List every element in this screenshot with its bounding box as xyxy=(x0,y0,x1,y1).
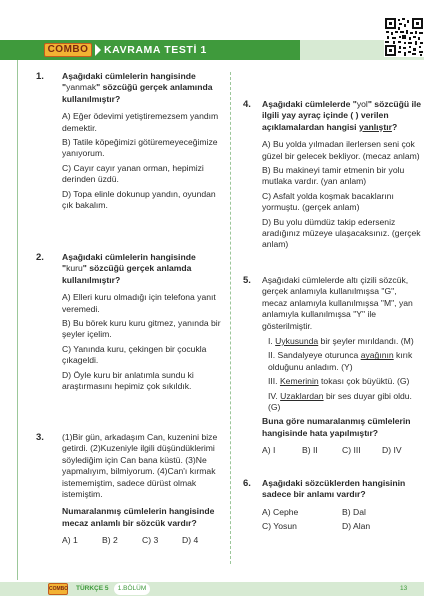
qr-code-icon[interactable] xyxy=(384,17,424,57)
column-divider xyxy=(230,72,231,564)
test-title: KAVRAMA TESTİ 1 xyxy=(104,44,207,56)
question-number: 6. xyxy=(243,478,251,489)
question-stem: Numaralanmış cümlelerin hangisinde mecaz anlamlı bir sözcük vardır? xyxy=(62,506,215,528)
question-1 xyxy=(62,71,222,211)
question-number: 1. xyxy=(36,71,44,82)
option-a[interactable]: A) Cephe xyxy=(262,506,299,517)
question-stem: Aşağıdaki cümlelerde "yol" sözcüğü ile ilgili yay ayraç içinde ( ) verilen açıklamalardan hangisi yanlıştır? xyxy=(262,99,422,132)
question-6 xyxy=(262,478,422,533)
option-c[interactable]: C) Cayır cayır yanan orman, hepimizi derinden üzdü. xyxy=(62,162,204,185)
option-d[interactable]: D) Öyle kuru bir anlatımla sundu ki araştırmasını hepimiz çok sıkıldık. xyxy=(62,369,194,392)
option-b[interactable]: B) Bu börek kuru kuru gitmez, yanında bir şeyler içelim. xyxy=(62,318,221,340)
question-stem: Buna göre numaralanmış cümlelerin hangisinde hata yapılmıştır? xyxy=(262,416,411,438)
footer-combo-logo: COMBO xyxy=(48,583,68,595)
question-number: 5. xyxy=(243,275,251,286)
option-a[interactable]: A) Bu yolda yılmadan ilerlersen seni çok güzel bir gelecek bekliyor. (mecaz anlam) xyxy=(262,139,420,161)
option-d[interactable]: D) Bu yolu dümdüz takip ederseniz aradığınız müzeye ulaşacaksınız. (gerçek anlam) xyxy=(262,216,421,250)
header-arrow-icon xyxy=(95,44,101,56)
option-d[interactable]: D) 4 xyxy=(182,535,199,546)
option-a[interactable]: A) 1 xyxy=(62,535,78,546)
question-3 xyxy=(62,432,222,547)
question-number: 3. xyxy=(36,432,44,443)
footer-subject: TÜRKÇE 5 xyxy=(76,585,109,592)
option-a[interactable]: A) I xyxy=(262,445,276,456)
question-2 xyxy=(62,252,222,392)
option-b[interactable]: B) 2 xyxy=(102,535,118,546)
footer-section: 1.BÖLÜM xyxy=(114,583,150,595)
option-a[interactable]: A) Eğer ödevimi yetiştiremezsem yandım demektir. xyxy=(62,111,219,133)
option-b[interactable]: B) Tatile köpeğimizi götüremeyeceğimize yanıyorum. xyxy=(62,137,218,159)
combo-logo: COMBO xyxy=(44,43,92,57)
option-d[interactable]: D) Topa elinle dokunup yandın, oyundan çık bakalım. xyxy=(62,188,216,211)
option-c[interactable]: C) Yosun xyxy=(262,521,297,532)
option-b[interactable]: B) Bu makineyi tamir etmenin bir yolu mutlaka vardır. (yan anlam) xyxy=(262,165,405,187)
question-number: 4. xyxy=(243,99,251,110)
question-4 xyxy=(262,99,422,251)
page-number: 13 xyxy=(400,585,408,592)
question-stem: Aşağıdaki sözcüklerden hangisinin sadece bir anlamı vardır? xyxy=(262,478,406,500)
option-c[interactable]: C) Yanında kuru, çekingen bir çocukla çıkageldi. xyxy=(62,343,207,366)
option-c[interactable]: C) Asfalt yolda koşmak bacaklarını yormuştu. (gerçek anlam) xyxy=(262,190,394,213)
option-c[interactable]: C) 3 xyxy=(142,535,159,546)
option-b[interactable]: B) II xyxy=(302,445,318,456)
option-d[interactable]: D) Alan xyxy=(342,521,371,532)
question-intro: Aşağıdaki cümlelerde altı çizili sözcük, gerçek anlamıyla kullanılmışsa "G", mecaz anlamıyla kullanılmışsa "M", yan anlamıyla kullanılmışsa "Y" ile gösterilmiştir. xyxy=(262,275,413,331)
option-b[interactable]: B) Dal xyxy=(342,506,366,517)
option-d[interactable]: D) IV xyxy=(382,445,402,456)
numbered-sentence: II. Sandalyeye oturunca ayağının kırık olduğunu anladım. (Y) xyxy=(268,350,413,372)
question-number: 2. xyxy=(36,252,44,263)
question-stem: Aşağıdaki cümlelerin hangisinde "kuru" sözcüğü gerçek anlamda kullanılmıştır? xyxy=(62,252,196,285)
question-5 xyxy=(262,275,422,457)
numbered-sentence: III. Kemerinin tokası çok büyüktü. (G) xyxy=(268,376,410,387)
option-c[interactable]: C) III xyxy=(342,445,361,456)
left-margin-line xyxy=(17,60,18,580)
question-stem: Aşağıdaki cümlelerin hangisinde "yanmak" sözcüğü gerçek anlamında kullanılmıştır? xyxy=(62,71,213,104)
numbered-sentence: IV. Uzaklardan bir ses duyar gibi oldu. (G) xyxy=(268,390,412,413)
option-a[interactable]: A) Elleri kuru olmadığı için telefona yanıt veremedi. xyxy=(62,292,216,314)
numbered-sentence: I. Uykusunda bir şeyler mırıldandı. (M) xyxy=(268,336,414,347)
question-passage: (1)Bir gün, arkadaşım Can, kuzenini bize getirdi. (2)Kuzeniyle ilgili düşündüklerimi söylediğim için Can bana küstü. (3)Ne yapmalıyım, bilmiyorum. (4)Can'ı kırmak istememiştim, sadece dürüst olmak istemiştim. xyxy=(62,432,218,500)
